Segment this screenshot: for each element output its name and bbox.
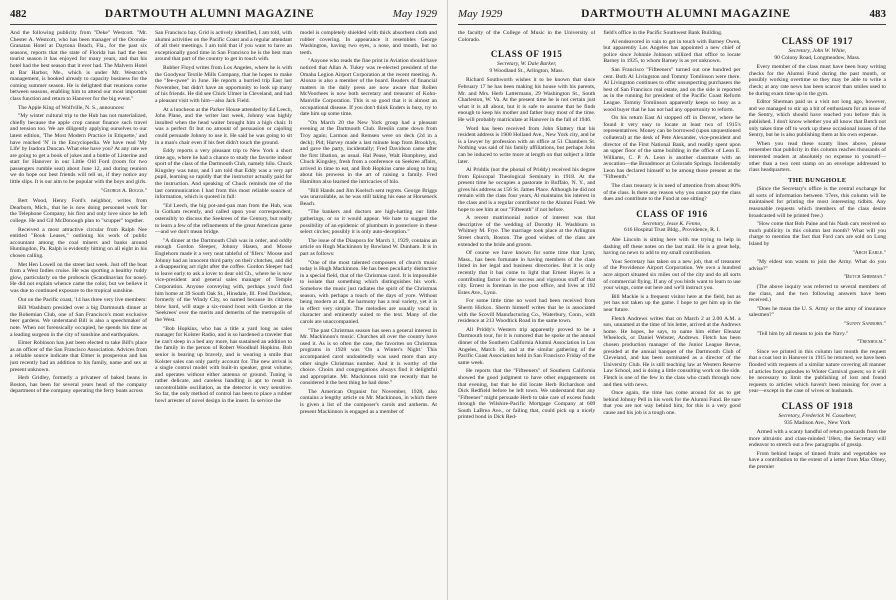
paragraph: "Tell him by all means to join the Navy." xyxy=(756,330,849,337)
paragraph: San Francisco bay. Grid is actively identified, I am told, with alumni activities on the Pacific Coast and a regular attendant of all their meetings. I am told that if you want to have an exceptionally good time in San Francisco he is the best man around that part of the country to get in touch with. xyxy=(155,30,292,63)
paragraph: Richard Southworth wishes it to be known that since February 17 he has been making his house with his parents, Mr. and Mrs. Herb Lattermann, 29 Washington St., South Charleston, W. Va. At the present time he is not certain just what it is all about, but it is safe to assume that he finds enough to keep his mother and father busy most of the time. He will probably matriculate at Hanover in the fall of 1946. xyxy=(458,77,596,123)
paragraph: On his return East Al stopped off in Denver, where he found it very easy to locate at least two of 1915's representatives. Money can be borrowed (upon unquestioned collateral) at the desk of Pete Alexander, vice-president and director of the First National Bank, and readily spent upon an upper floor of the same building in the office of Leon E. Williams, C. P. A. Leon is another classmate with an avocation—the Broadmoor at Colorado Springs. Incidentally Leon has declared himself to be among those present at the "Fifteenth." xyxy=(603,115,741,181)
paragraph: At a luncheon at the Parker House attended by Ed Leech, John Plane, and the writer last week, Johnny was highly insulted when the head waiter brought him a high chair. It was a perfect fit but no amount of persuasion or cajoling could persuade Johnny to use it. He said he was going to sit in a man's chair even if his feet didn't touch the ground. xyxy=(155,106,292,146)
paragraph: San Francisco "Fifteeners" turned out one hundred per cent. Both Al Livingston and Tommy Tomlinson were there. Al Livingston continues to offer unsuspecting purchasers the best of San Francisco real estate, and on the side is reported as in the running for president of the Pacific Coast Reform League. Tommy Tomlinson apparently keeps so busy as a wood buyer that he has not had any opportunity to reform. xyxy=(603,66,741,113)
paragraph: "Does he mean the U. S. Army or the army of insurance salesmen?" xyxy=(748,305,886,319)
paragraph: "The bankers and doctors are high-hatting our little gatherings, or so it would appear. We hate to suggest the possibility of an epidemic of plumbum in posteriore in these select circles; possibly it is only auto-deception." xyxy=(300,209,437,236)
left-page-number: 482 xyxy=(10,8,27,20)
paragraph: "How come that Bob Paine and his Nash cars received so much publicity in this column last month? What will you charge to mention the fact that Ford cars are sold on Long Island by xyxy=(748,221,886,248)
paragraph: Out on the Pacific coast, '14 has three very live members: xyxy=(18,296,147,303)
class-secretary: Secretary, Frederick W. Cassebeer, xyxy=(778,412,857,419)
paragraph: Herb Gridley, formerly a privateer of baked beans in Boston, has been for several years head of the company department of the company operating the ferry boats across xyxy=(10,375,147,395)
paragraph: "A dinner at the Dartmouth Club was in order, and oddly enough Gordon Sleeper, Johnny Hasen, and Moose Englehorn made it a very neat tableful of 'fifers.' Moose and Johnny had an innocent third party on their clutches, and did a disappearing act right after the coffee. Gordon Sleeper had to leave early to ask a lover to dear old Ch., where he is now vice-president and general sales manager of Temple Corporation. Anyone conveying with, perhaps you'd find him home at 39 South Oak St., Hinsdale, Ill. Fred Davidson, formerly of the Windy City, so named because its citizens blow hard, will stage a six-round bout with Gordon at the 'Seekrees' over the merits and demerits of the metropolis of the West. xyxy=(155,237,292,323)
signature: "Sunny Sanborn." xyxy=(843,320,886,327)
signature: "Arch Earle." xyxy=(852,249,886,256)
paragraph: "Ed Leech, the big pot-and-pan man from the Hub, was in Gotham recently, and called upon your correspondent, ostensibly to discuss the Seekrees of the Century, but really to learn a few of the refinements of the great American game—and we don't mean bridge. xyxy=(155,202,292,236)
paragraph: A recent matrimonial notice of interest was that descriptive of the wedding of Dorothy H. Washburn to Whitney M. Frye. The marriage took place at the Arlington Street church, Boston. The good wishes of the class are extended to the bride and groom. xyxy=(458,215,596,248)
class-heading: CLASS OF 1915 xyxy=(490,49,563,60)
paragraph: "Bob Hopkins, who has a title a yard long as sales manager for Kolster Radio, and is so hardened a traveler that he can't sleep in a bed any more, has sustained an addition to the family in the person of Robert Woodhull Hopkins. Bob senior is bearing up bravely, and is wearing a smile that Kolster sales can only partly account for. The new arrival is a single control model with built-in speaker, great volume, and operates without either antenna or ground. Tuning is rather delicate, and careless handling is apt to result in uncontrollable oscillation, as the detector is very sensitive. So far, the only method of control has been to place a rubber howl arrester of novel design in the insert. In service the xyxy=(155,325,292,405)
class-secretary: Secretary, John W. White, xyxy=(788,48,846,54)
paragraph: "The past Christmas season has seen a general interest in Mr. Mackinnon's music. Churches all over the country have used it. As is so often the case, the favorites on Christmas programs in 1928 was 'On a Winter's Night.' This accompanied carol undoubtedly was used more than any other single Christmas number. And it is worthy of the choice. Choirs and congregations always find it delightful and appropriate. Mr. Mackinnon told me recently that he considered it the best thing he had done." xyxy=(300,327,437,387)
paragraph: Abe Lincoln is sitting here with me trying to help in dashing off these notes on the last mail. He is a great help, having no news to add to my small contribution. xyxy=(603,237,741,257)
paragraph: Since we printed in this column last month the request that a coat lost in Hanover in 1915 be returned, we have been flooded with requests of a similar nature covering all manner of articles from galoshes to Winter Carnival guests; so it will be necessary to limit the publishing of lost and found requests to articles which haven't been missing for over a year—except in the case of wives or husbands. xyxy=(748,348,886,395)
left-column-3 xyxy=(300,30,437,600)
class-address: 9 Woodland St., Arlington, Mass. xyxy=(489,67,564,74)
paragraph: The American Organist for November, 1928, also contains a lengthy article on Mr. Mackinnon, in which there is given a list of the composer's carols and anthems. At present Mackinnon is engaged as a member of xyxy=(300,388,437,415)
class-heading: CLASS OF 1917 xyxy=(781,36,854,46)
class-secretary: Secretary, Jesse K. Fenno, xyxy=(642,220,702,227)
class-address: 90 Colony Road, Longmeadow, Mass. xyxy=(774,54,861,61)
paragraph: (The above inquiry was referred to several members of the class, and the two following answers have been received.) xyxy=(748,284,886,304)
paragraph: Met Hen Lowell on the street last week. Just off the boat from a West Indies cruise. He was sporting a healthy ruddy glow, particularly on the proboscis (Scandinavian for nose). He did not explain whence came the color, but we believe it was due to continued exposure to the tropical sunshine. xyxy=(10,261,147,294)
paragraph: He reports that the "Fifteeners" of Southern California showed the good judgment to have other engagements on that evening, but that he did locate Herb Richardson and Dick Redfield before he left town. We understand that any "Fifteener" might persuade Herb to take care of excess funds through the Wilshire-Pacific Mortgage Company at 609 South LaBrea Ave., or failing that, could pick up a nicely printed bond in Dick Red- xyxy=(458,368,596,421)
paragraph: The class treasury is in need of attention from about 80% of the class. Is there any reason why you cannot pay the class dues and contribute to the Fund at one sitting? xyxy=(603,183,741,203)
paragraph: Elmer Robinson has just been elected to take Bill's place as an officer of the San Francisco Association. Advices from a reliable source indicate that Elmer is prosperous and has just recently had an addition to his family, name and sex at present unknown. xyxy=(10,340,147,373)
right-running-head xyxy=(458,8,886,25)
right-column-1 xyxy=(458,30,595,600)
class-heading: CLASS OF 1916 xyxy=(636,208,708,219)
signature: "Trenholm." xyxy=(856,339,886,346)
class-address: 616 Hospital Trust Bldg., Providence, R. I. xyxy=(624,227,720,234)
paragraph: Bill Washburn presided over a big Dartmouth dinner at the Bohemian Club, one of San Francisco's most exclusive beer gardens. We understand Bill is also a speechmaker of note. When not forensically occupied, he spends his time as a leading surgeon in the city of sunshine and earthquakes. xyxy=(10,305,147,338)
paragraph: From behind heaps of tinned fruits and vegetables we have a contribution to the extent of a letter from Max Olney, the premier xyxy=(748,450,886,471)
paragraph: Once again, the time has come around for us to get behind Johnny Pell in his work for the Alumni Fund. Be sure that you are not way behind him, for this is a very good cause and his job is a tough one. xyxy=(603,390,741,416)
right-page-number: 483 xyxy=(869,8,886,20)
paragraph: "On March 20 the New York group had a pleasant evening at the Dartmouth Club. Breslin came down from Troy again; Larmon and Remsen were on deck (2d in a deck); Pid; Harvey made a last minute leap from Brooklyn, and gave the party, incidentally; Fred Davidson came after the first libation, as usual. Hal Pease, Walt Humphrey, and Chuck Kingsley, fresh from a conference on Seekree affairs, arrived in time to eat, and Bob Hopkins came along to brag about his prowess in the art of raising a family. Fred Hamilton also learned the intricacies of hilo. xyxy=(300,119,437,186)
paragraph: Bert Wood, Henry Ford's neighbor, writes from Dearborn, Mich., that he is now doing personnel work for the Telephone Company, his first and only love since he left college. He and Gil McDonough plan to "scupper" together. xyxy=(10,198,147,225)
left-column-1 xyxy=(10,30,147,600)
paragraph: the faculty of the College of Music in the University of Colorado. xyxy=(458,30,596,43)
right-column-3 xyxy=(749,30,886,600)
left-magazine-title: DARTMOUTH ALUMNI MAGAZINE xyxy=(104,8,315,20)
paragraph: The Apple King of Wolfville, N. S., announces: xyxy=(18,104,125,111)
paragraph: (Since the Secretary's office is the central exchange for all sorts of information between '17ers, this column will be maintained for printing the most interesting tidbits. Any reasonable requests which members of the class desire broadcasted will be printed free.) xyxy=(748,186,886,219)
signature: "George A. Boggs." xyxy=(101,187,147,194)
paragraph: Fletch Andrews writes that on March 2 at 2.00 A.M. a son, unnamed at the time of his letter, arrived at the Andrews home. He hopes, he says, to name him either Eleazar Wheelock, or Daniel Webster, Andrews. Fletch has been chosen production manager of the Junior League Revue, presided at the annual banquet of the Dartmouth Club of Cleveland, and has been nominated as a director of the University Club. He is still teaching law at Western Reserve Law School, and is doing a little consulting work on the side. Fletch is one of the few in the class who crash through now and then with news. xyxy=(603,315,741,388)
paragraph: For some little time no word had been received from Sherm Hickox. Sherm himself writes that he is associated with the Scovill Manufacturing Co., Waterbury, Conn., with residence at 213 Woodtick Road in the same town. xyxy=(458,298,596,325)
paragraph: Al Priddis (not the phonal of Priddy) received his degree from Episcopal Theological Seminary in 1918. At the present time he occupies a pastorate in Buffalo, N. Y., and gives his address as 156 St. James Place. Although he did not remain with the class four years, Al maintains his interest in the class and is a regular contributor to the Alumni Fund. We hope to see him at our "Fifteenth" if not before. xyxy=(458,167,596,213)
paragraph: Received a most attractive circular from Ralph Nee entitled "Book Leases," outlining his work of public accountant among the coal miners and banks around Huntingdon, Pa. Ralph is evidently hitting on all eight in his chosen calling. xyxy=(10,226,147,259)
paragraph: And the following publicity from "Deke" Westcott. "Mr. Chester A. Westcott, who has been manager of the Oconda-Granatan Hotel at Daytona Beach, Fla., for the past six seasons, reports that the state of Florida has had the best tourist season it has enjoyed for many years, and that his hotel had the best season that it ever had. The Malvern Hotel at Bar Harbor, Me., which is under Mr. Westcott's management, is booked already to capacity business for the coming summer season. He is delighted that reunions come between seasons, enabling him to attend our most important class function and return to Hanover for the big event." xyxy=(10,30,147,102)
left-column-2 xyxy=(155,30,292,600)
paragraph: "Anyone who reads the fine print in Aviation should have noticed that Allan A. Tukey was re-elected president of the Omaha Legion Airport Corporation at the recent meeting. A. Alonzo is also a member of the board. Readers of financial matters in the daily press are now aware that Rollen McVoorhees is now both secretary and treasurer of Kohn-Manville Corporation. This is so good that it is almost an occupational disease. If you don't think Enders is busy, try to date him up some time. xyxy=(300,58,437,118)
paragraph: Word has been received from John Slattery that his resident address is 1900 Holland Ave., New York city, and he is a lawyer by profession with an office at 51 Chambers St. Nothing was said of his family affiliations, but perhaps John can be induced to write more at length on that subject a little later. xyxy=(458,125,596,165)
signature: "Butch Sherman." xyxy=(843,274,886,281)
paragraph: Armed with a scanty handful of return postcards from the more altruistic and class-minded '18ers, the Secretary will endeavor to stretch out a few paragraphs of gossip. xyxy=(748,429,886,449)
paragraph: Rubber Floyd writes from Los Angeles, where he is with the Goodyear Textile Mills Company, that he hopes to make the "fee-qwee" in June. He reports a hurried trip East last November, but didn't have an opportunity to look up many of his friends. He did see Chick Ulmer in Cleveland, and had a pleasant visit with him—also Jack Field. xyxy=(155,64,292,104)
paragraph: Al endeavored in vain to get in touch with Barney Owen, but apparently Los Angeles has appointed a new chief of police since Johnnie Johnson utilized that office to locate Barney in 1925, to whom Barney is as yet unknown. xyxy=(603,38,741,65)
right-page xyxy=(448,0,896,600)
paragraph: Bill Mackie is a frequent visitor here at the field, but as yet has not taken up the game. I hope to get him up in the near future. xyxy=(603,293,741,313)
section-subheading: THE BUNGHOLE xyxy=(788,176,847,184)
paragraph: "Bill Hands and Jim Koelsch sent regrets. George Briggs was unavailable, as he was still taking his ease at Horseneck Beach. xyxy=(300,187,437,207)
paragraph: "My winter cultural trip to the Hub has not materialized, chiefly because the apple crop cannot finance such travel and tension too. We are diligently applying ourselves to our latest edition, 'The Most Modern Practice in Etiquette,' and have reached 'N' in the Encyclopedia. We have read 'My Life' by Isadora Duncan. What else have you? At any rate we are going to get a book of jokes and a bottle of Listerine and start for Hanover in our Little Old Ford (room for two passengers rumble seat) about June 12, and during reunion we do hope our best friends will tell us, if they notice any little slips. It is our aim to be popular with the boys and girls. xyxy=(10,113,147,186)
paragraph: "My eldest son wants to join the Army. What do you advise?" xyxy=(748,259,886,272)
paragraph: Of course we have known for some time that Lynn, Mass., has been fortunate in having members of the class listed in her legal and business directories. But it is only recently that it has come to light that Ernest Hayes is a contributing factor in the success and vigorous stuff of that city. Ernest is foreman in the post office, and lives at 192 Estes Ave., Lynn. xyxy=(458,250,596,296)
paragraph: field's office in the Pacific Southwest Bank Building. xyxy=(603,30,723,36)
paragraph: Eddy reports a very pleasant trip to New York a short time ago, where he had a chance to study the favorite indoor sport of the class of the Dartmouth Club, namely hilo. Chuck Kingsley was tutor, and I am told that Eddy was a very apt pupil, learning so rapidly that the instructor actually paid for the instruction. And speaking of Chuck reminds me of the last communication I had from this most reliable source of information, which is quoted in full: xyxy=(155,148,292,201)
class-heading: CLASS OF 1918 xyxy=(781,400,854,411)
class-address: 935 Madison Ave., New York xyxy=(784,419,851,426)
paragraph: All Priddy's Western trip apparently proved to be a Dartmouth tour, for it is rumored that he spoke at the annual dinner of the Southern California Alumni Association in Los Angeles, March 16, and at the similar gathering of the Pacific Coast Association held in San Francisco Friday of the same week. xyxy=(458,326,596,366)
class-secretary: Secretary, W. Dale Barker, xyxy=(497,61,557,68)
paragraph: "One of the most talented composers of church music today is Hugh Mackinnon. He has been peculiarly distinctive in a special field, that of the Christmas carol. It is impossible to isolate that something which distinguishes his work. Somehow the music just radiates the spirit of the Christmas season, with perhaps a touch of the days of yore. Without being modern at all, the harmony has a real variety, yet it is in effect very simple. The melodies are usually vocal in character and eminently suited to the text. Many of the carols are unaccompanied. xyxy=(300,259,437,325)
paragraph: Your Secretary has taken on a new job, that of treasurer of the Providence Airport Corporation. We own a hundred acre airport situated six miles out of the city and do all sorts of commercial flying. If any of you birds want to learn to use your wings, come out here and we'll instruct you. xyxy=(603,258,741,292)
left-issue-date: May 1929 xyxy=(392,8,437,20)
paragraph: Editor Sherman paid us a visit not long ago, however, and we managed to stir up a bit of enthusiasm for an issue of the Sentry, which should have reached you before this is published. I don't know whether you all know that Butch not only takes time off to work up these occasional issues of the Sentry, but he is also publishing them at his own expense. xyxy=(748,99,886,139)
right-issue-date: May 1929 xyxy=(458,8,503,20)
right-column-2 xyxy=(603,30,740,600)
left-running-head xyxy=(10,8,437,25)
paragraph: The issue of the Diaspora for March 1, 1929, contains an article on Hugh Mackinnon by Rowland W. Dunham. It is in part as follows: xyxy=(300,237,437,257)
paragraph: model is completely shielded with thick absorbent cloth and rubber covering. In appearance it resembles George Washington, having two eyes, a nose, and mouth, but no teeth. xyxy=(300,30,437,56)
paragraph: When you read these scanty lines above, please remember that publicity in this column reaches thousands of interested readers at absolutely no expense to yourself—other than a two cent stamp on an envelope addressed to class headquarters. xyxy=(748,140,886,174)
right-magazine-title: DARTMOUTH ALUMNI MAGAZINE xyxy=(581,8,791,20)
paragraph: Every member of the class must have been busy writing checks for the Alumni Fund during the past month, or possibly working overtime so they may be able to write a check; at any rate news has been scarcer than smiles used to be during exam time up in the gym. xyxy=(748,64,886,97)
